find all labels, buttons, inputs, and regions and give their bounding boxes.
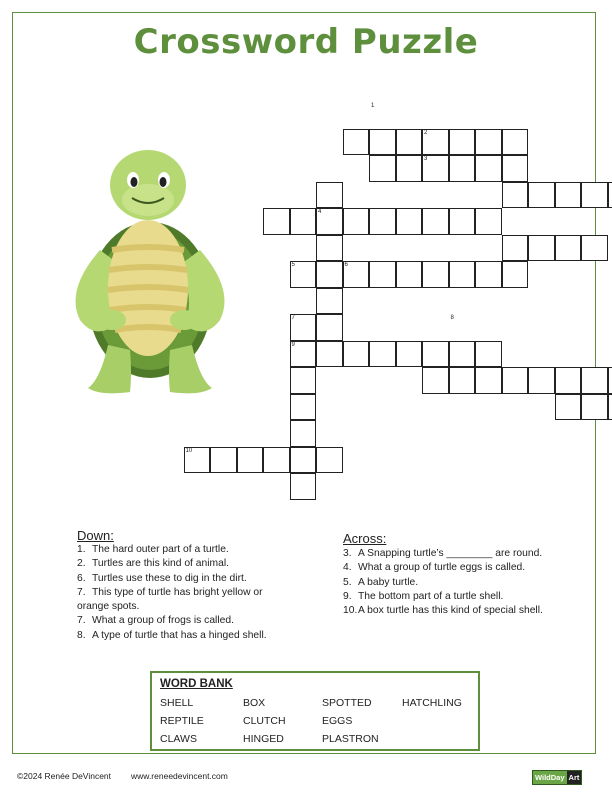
across-clue: 9. The bottom part of a turtle shell.: [343, 590, 504, 602]
clue-number: 3: [424, 156, 428, 162]
crossword-cell[interactable]: [369, 129, 396, 156]
crossword-cell[interactable]: [369, 341, 396, 368]
crossword-cell[interactable]: [581, 182, 608, 209]
crossword-cell[interactable]: [502, 129, 529, 156]
crossword-cell[interactable]: [396, 155, 423, 182]
crossword-cell[interactable]: [581, 394, 608, 421]
word-bank-word: PLASTRON: [322, 733, 379, 745]
crossword-cell[interactable]: [502, 235, 529, 262]
crossword-cell[interactable]: [316, 182, 343, 209]
turtle-icon: [60, 140, 240, 405]
crossword-cell[interactable]: [422, 341, 449, 368]
crossword-cell[interactable]: [290, 208, 317, 235]
crossword-cell[interactable]: [396, 129, 423, 156]
down-clues: [77, 543, 317, 643]
word-bank-word: CLUTCH: [243, 715, 286, 727]
crossword-cell[interactable]: [475, 208, 502, 235]
down-clue: 1. The hard outer part of a turtle.: [77, 544, 229, 555]
crossword-cell[interactable]: [528, 235, 555, 262]
crossword-cell[interactable]: [369, 261, 396, 288]
website-link[interactable]: www.reneedevincent.com: [131, 771, 228, 781]
crossword-cell[interactable]: [475, 367, 502, 394]
word-bank-word: BOX: [243, 697, 266, 709]
crossword-cell[interactable]: [555, 235, 582, 262]
crossword-cell[interactable]: [475, 155, 502, 182]
down-clue-continuation: orange spots.: [77, 601, 140, 613]
crossword-cell[interactable]: [343, 341, 370, 368]
crossword-cell[interactable]: [581, 367, 608, 394]
crossword-cell[interactable]: [502, 261, 529, 288]
crossword-cell[interactable]: [449, 208, 476, 235]
word-bank-word: EGGS: [322, 715, 353, 727]
down-clue: 7. What a group of frogs is called.: [77, 615, 234, 627]
word-bank-word: CLAWS: [160, 733, 197, 745]
clue-number: 9: [291, 341, 295, 348]
word-bank-word: SHELL: [160, 697, 194, 709]
clue-number: 7: [291, 315, 295, 321]
word-bank-word: HINGED: [243, 733, 284, 745]
down-clue: 2. Turtles are this kind of animal.: [77, 558, 229, 570]
word-bank-title: WORD BANK: [160, 678, 233, 690]
crossword-cell[interactable]: [290, 367, 317, 394]
crossword-cell[interactable]: [290, 447, 317, 474]
crossword-cell[interactable]: [502, 155, 529, 182]
crossword-cell[interactable]: [263, 447, 290, 474]
crossword-cell[interactable]: [210, 447, 237, 474]
copyright-text: ©2024 Renée DeVincent: [17, 771, 112, 781]
crossword-cell[interactable]: [475, 341, 502, 368]
word-bank-word: SPOTTED: [322, 697, 372, 709]
across-clues: [343, 547, 593, 618]
clue-number: 10: [185, 447, 193, 454]
crossword-cell[interactable]: [608, 182, 612, 209]
crossword-cell[interactable]: [555, 367, 582, 394]
clue-number: 8: [450, 315, 454, 321]
across-clue: 10.A box turtle has this kind of special shell.: [343, 605, 543, 617]
crossword-cell[interactable]: [449, 261, 476, 288]
crossword-cell[interactable]: [449, 129, 476, 156]
clue-number: 1: [371, 103, 375, 109]
page-title: Crossword Puzzle: [133, 22, 479, 62]
crossword-cell[interactable]: [343, 129, 370, 156]
crossword-cell[interactable]: [369, 155, 396, 182]
crossword-cell[interactable]: [396, 341, 423, 368]
crossword-cell[interactable]: [290, 473, 317, 500]
crossword-cell[interactable]: [290, 420, 317, 447]
crossword-cell[interactable]: [422, 208, 449, 235]
crossword-cell[interactable]: [237, 447, 264, 474]
crossword-cell[interactable]: [502, 367, 529, 394]
across-heading: Across:: [343, 531, 387, 546]
down-clue: 6. Turtles use these to dig in the dirt.: [77, 572, 247, 584]
clue-number: 6: [344, 262, 348, 268]
crossword-cell[interactable]: [316, 341, 343, 368]
down-clue: 7. This type of turtle has bright yellow or: [77, 586, 263, 598]
clue-number: 2: [424, 129, 428, 136]
across-clue: 5. A baby turtle.: [343, 576, 419, 588]
crossword-cell[interactable]: [528, 367, 555, 394]
across-clue: 4. What a group of turtle eggs is called.: [343, 562, 526, 574]
down-heading: Down:: [77, 528, 114, 543]
crossword-cell[interactable]: [316, 314, 343, 341]
crossword-cell[interactable]: [290, 394, 317, 421]
down-clue: 8. A type of turtle that has a hinged shell.: [77, 629, 267, 641]
crossword-cell[interactable]: [316, 235, 343, 262]
crossword-cell[interactable]: [343, 208, 370, 235]
word-bank-word: REPTILE: [160, 715, 204, 727]
crossword-cell[interactable]: [396, 208, 423, 235]
brand-logo-right: Art: [568, 773, 580, 782]
crossword-cell[interactable]: [263, 208, 290, 235]
crossword-cell[interactable]: [449, 367, 476, 394]
clue-number: 5: [291, 262, 295, 268]
crossword-cell[interactable]: [528, 182, 555, 209]
across-clue: 3. A Snapping turtle’s ________ are round.: [343, 548, 543, 559]
crossword-cell[interactable]: [555, 182, 582, 209]
crossword-cell[interactable]: [475, 129, 502, 156]
crossword-cell[interactable]: [422, 261, 449, 288]
crossword-cell[interactable]: [316, 261, 343, 288]
crossword-cell[interactable]: [581, 235, 608, 262]
crossword-cell[interactable]: [608, 367, 612, 394]
crossword-cell[interactable]: [475, 261, 502, 288]
crossword-cell[interactable]: [316, 447, 343, 474]
crossword-cell[interactable]: [449, 155, 476, 182]
crossword-cell[interactable]: [555, 394, 582, 421]
crossword-cell[interactable]: [316, 288, 343, 315]
brand-logo: [532, 770, 582, 785]
word-bank-word: HATCHLING: [402, 697, 462, 709]
crossword-cell[interactable]: [396, 261, 423, 288]
crossword-cell[interactable]: [369, 208, 396, 235]
brand-logo-left: WildDay: [535, 773, 565, 782]
crossword-cell[interactable]: [502, 182, 529, 209]
clue-number: 4: [318, 209, 322, 215]
crossword-cell[interactable]: [608, 394, 612, 421]
crossword-cell[interactable]: [449, 341, 476, 368]
crossword-cell[interactable]: [422, 367, 449, 394]
word-bank: [150, 671, 480, 751]
